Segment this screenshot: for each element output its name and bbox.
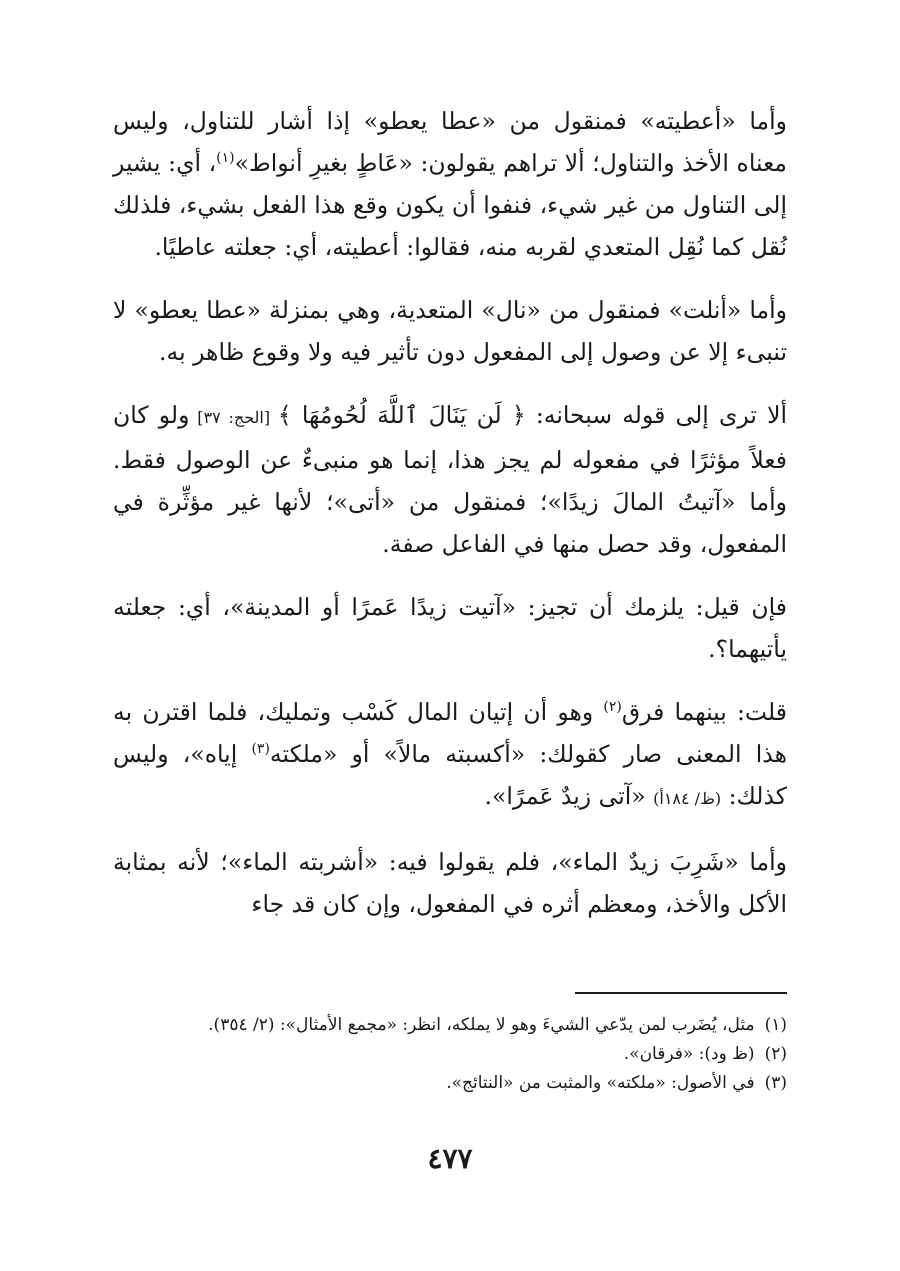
footnote (113, 1011, 787, 1040)
footnote-number: (٣) (764, 1073, 787, 1093)
paragraph (113, 586, 787, 670)
paragraph (113, 289, 787, 373)
paragraph-text: وهو أن إتيان المال كَسْب وتمليك، فلما اقترن به هذا المعنى صار كقولك: «أكسبته مالاً» أو «ملكته (113, 698, 787, 768)
footnote-marker: (٣) (251, 741, 270, 758)
footnote-text: مثل، يُضَرب لمن يدّعي الشيءَ وهو لا يملكه، انظر: «مجمع الأمثال»: (٢/ ٣٥٤). (208, 1015, 755, 1035)
paragraph (113, 841, 787, 925)
paragraph-text: «آتى زيدٌ عَمرًا». (484, 782, 654, 810)
paragraph-text: وأما «أعطيته» فمنقول من «عطا يعطو» إذا أشار للتناول، وليس معناه الأخذ والتناول؛ ألا تراهم يقولون: «عَاطٍ بغيرِ أنواط» (113, 107, 788, 177)
footnote-text: (ظ ود): «فرقان». (623, 1044, 755, 1064)
footnote-divider (575, 992, 787, 994)
reference: (ظ/ ١٨٤أ) (653, 789, 722, 808)
reference: [الحج: ٣٧] (189, 408, 278, 427)
paragraph (113, 394, 787, 565)
footnote-text: في الأصول: «ملكته» والمثبت من «النتائج». (446, 1073, 755, 1093)
paragraph-text: وأما «شَرِبَ زيدٌ الماء»، فلم يقولوا فيه: «أشربته الماء»؛ لأنه بمثابة الأكل والأخذ، ومعظم أثره في المفعول، وإن كان قد جاء (113, 848, 787, 918)
footnote (113, 1069, 787, 1098)
paragraph (113, 691, 787, 820)
footnote-marker: (١) (216, 150, 235, 167)
paragraph-text: وأما «أنلت» فمنقول من «نال» المتعدية، وهي بمنزلة «عطا يعطو» لا تنبىء إلا عن وصول إلى المفعول دون تأثير فيه ولا وقوع ظاهر به. (113, 296, 787, 366)
page-body (113, 100, 787, 946)
paragraph (113, 100, 787, 268)
footnote-marker: (٢) (603, 699, 622, 716)
paragraph-text: ألا ترى إلى قوله سبحانه: (525, 401, 787, 429)
footnote-number: (١) (764, 1015, 787, 1035)
paragraph-text: ولو كان فعلاً مؤثرًا في مفعوله لم يجز هذا، إنما هو منبىءٌ عن الوصول فقط. وأما «آتيتُ المالَ زيدًا»؛ فمنقول من «أتى»؛ لأنها غير مؤثِّرة في المفعول، وقد حصل منها في الفاعل صفة. (113, 401, 787, 558)
paragraph-text: إياه»، وليس كذلك: (113, 740, 787, 810)
footnote-number: (٢) (764, 1044, 787, 1064)
page-number: ٤٧٧ (427, 1142, 473, 1175)
footnote (113, 1040, 787, 1069)
paragraph-text: قلت: بينهما فرق (621, 698, 787, 726)
paragraph-text: فإن قيل: يلزمك أن تجيز: «آتيت زيدًا عَمرًا أو المدينة»، أي: جعلته يأتيهما؟. (113, 593, 787, 663)
footnotes (113, 1011, 787, 1098)
paragraph-text: ، أي: يشير إلى التناول من غير شيء، فنفوا أن يكون وقع هذا الفعل بشيء، فلذلك نُقل كما نُقِل المتعدي لقربه منه، فقالوا: أعطيته، أي: جعلته عاطيًا. (113, 149, 787, 261)
quran-verse: ﴿ لَن يَنَالَ ٱللَّهَ لُحُومُهَا ﴾ (277, 401, 526, 429)
